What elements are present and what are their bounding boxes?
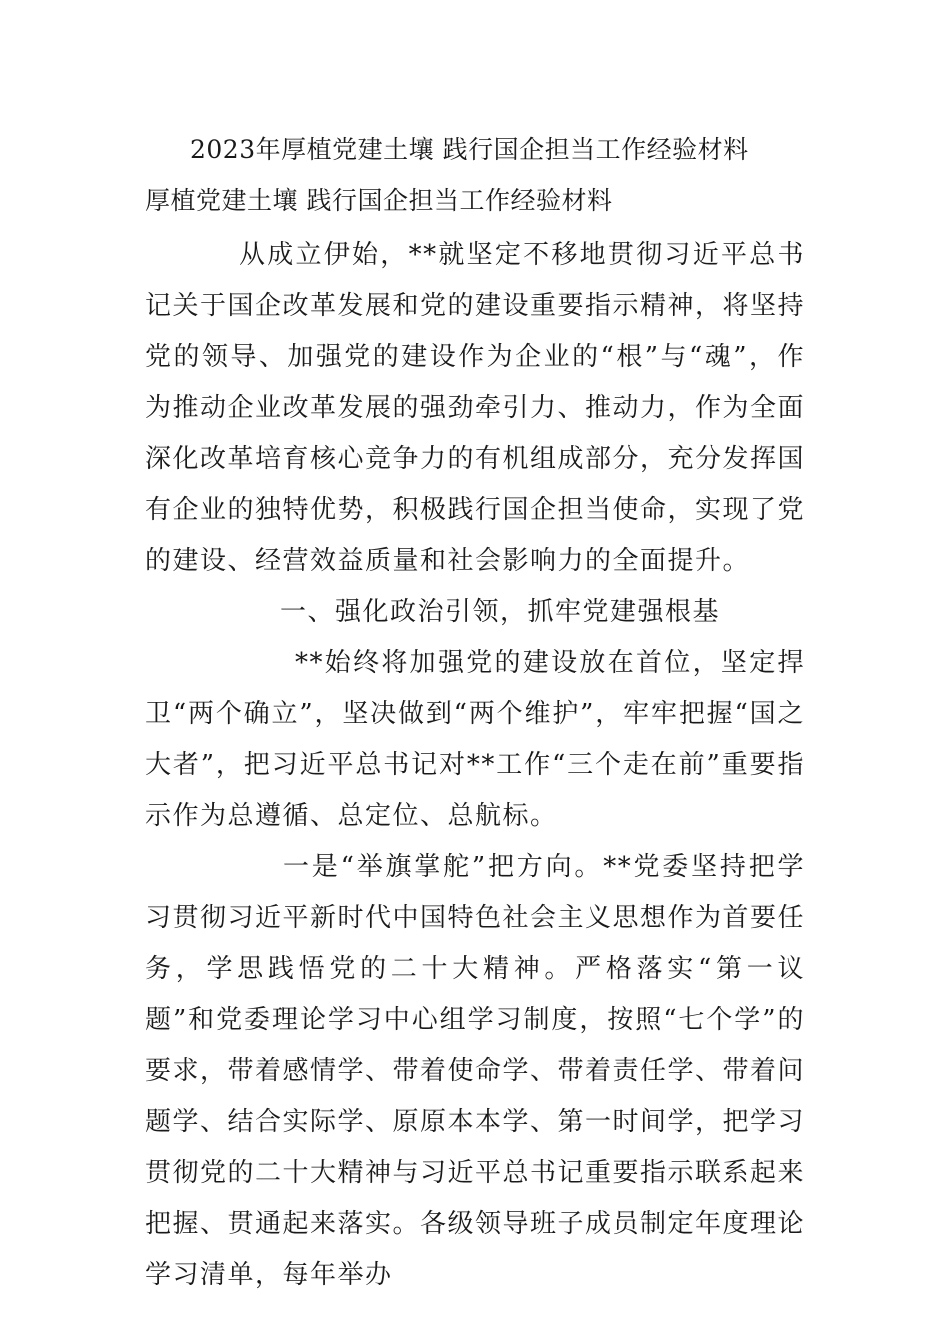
document-subtitle: 厚植党建土壤 践行国企担当工作经验材料 [145, 186, 613, 215]
paragraph-section-intro: **始终将加强党的建设放在首位，坚定捍卫“两个确立”，坚决做到“两个维护”，牢牢把握“国之大者”，把习近平总书记对**工作“三个走在前”重要指示作为总遵循、总定位、总航标。 [145, 648, 805, 831]
section-heading: 一、强化政治引领，抓牢党建强根基 [280, 597, 721, 627]
document-body [145, 230, 805, 1301]
document-title: 2023年厚植党建土壤 践行国企担当工作经验材料 [190, 135, 749, 164]
paragraph-point-one: 一是“举旗掌舵”把方向。**党委坚持把学习贯彻习近平新时代中国特色社会主义思想作为首要任务，学思践悟党的二十大精神。严格落实“第一议题”和党委理论学习中心组学习制度，按照“七个学”的要求，带着感情学、带着使命学、带着责任学、带着问题学、结合实际学、原原本本学、第一时间学，把学习贯彻党的二十大精神与习近平总书记重要指示联系起来把握、贯通起来落实。各级领导班子成员制定年度理论学习清单，每年举办 [145, 852, 806, 1290]
paragraph-intro: 从成立伊始，**就坚定不移地贯彻习近平总书记关于国企改革发展和党的建设重要指示精神，将坚持党的领导、加强党的建设作为企业的“根”与“魂”，作为推动企业改革发展的强劲牵引力、推动力，作为全面深化改革培育核心竞争力的有机组成部分，充分发挥国有企业的独特优势，积极践行国企担当使命，实现了党的建设、经营效益质量和社会影响力的全面提升。 [145, 240, 806, 576]
